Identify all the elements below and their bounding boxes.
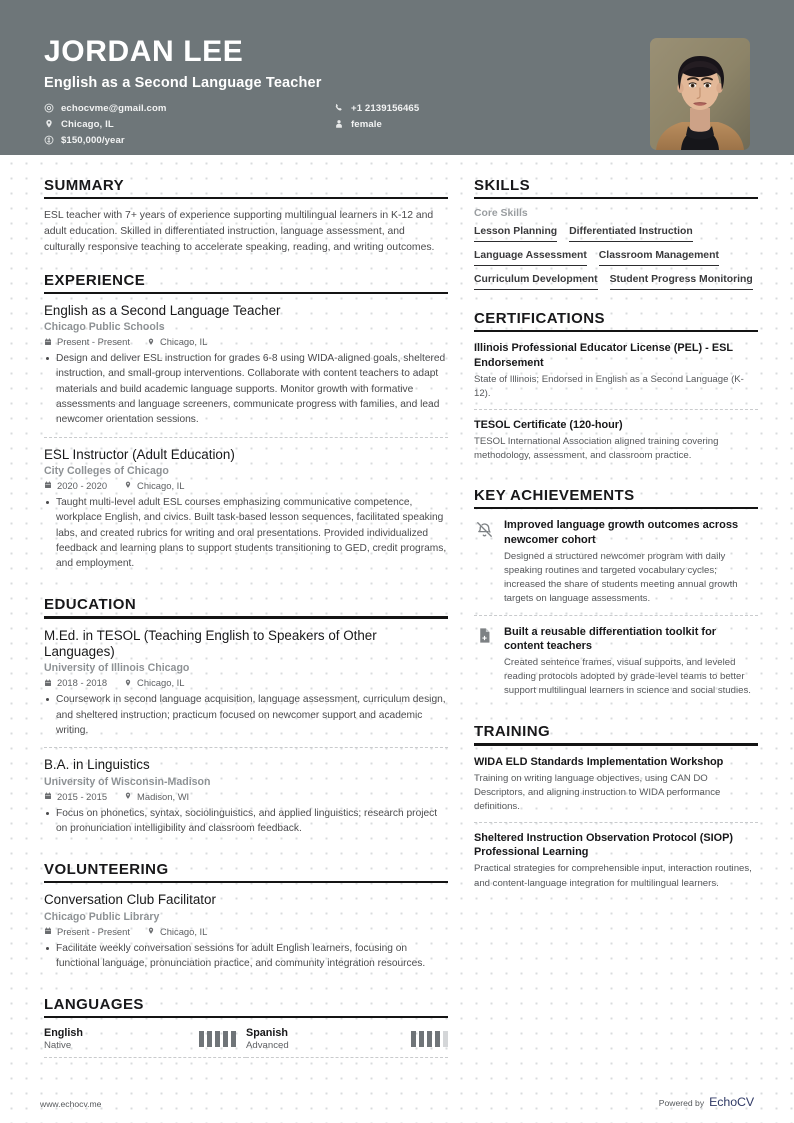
skill-tag: Differentiated Instruction (569, 222, 693, 242)
list-item: Facilitate weekly conversation sessions for adult English learners, focusing on functional language, pronunciation practice, and community integration resources. (44, 941, 448, 972)
entry-meta (44, 791, 448, 802)
section-rule (44, 616, 448, 618)
section-heading-certifications: CERTIFICATIONS (474, 310, 606, 328)
contact-email (44, 103, 334, 114)
entry-meta (44, 336, 448, 347)
section-heading-volunteering: VOLUNTEERING (44, 861, 169, 879)
entry-dates-value: 2015 - 2015 (57, 790, 108, 802)
calendar-icon (44, 481, 52, 489)
skill-tag: Lesson Planning (474, 222, 557, 242)
section-rule (44, 197, 448, 199)
entry-location-value: Madison, WI (137, 790, 190, 802)
entry-dates-value: Present - Present (57, 336, 130, 348)
location-icon (124, 679, 132, 687)
achievement-title: Built a reusable differentiation toolkit for content teachers (504, 625, 717, 653)
entry-org: City Colleges of Chicago (44, 464, 169, 477)
entry-meta (44, 677, 448, 688)
job-title: English as a Second Language Teacher (44, 74, 322, 91)
language-level: Native (44, 1040, 72, 1052)
entry-meta (44, 480, 448, 491)
list-item: Taught multi-level adult ESL courses emphasizing communicative competence, workplace English, and civics. Built task-based lesson sequences, facilitated speaking labs, and created rubrics for writing and oral presentations. Provided individualized feedback and learning plans to support students transitioning to GED, credit programs, and employment. (44, 495, 448, 571)
certification-title: Illinois Professional Educator License (PEL) - ESL Endorsement (474, 342, 733, 369)
section-heading-key-achievements: KEY ACHIEVEMENTS (474, 487, 635, 505)
language-item (246, 1027, 448, 1058)
section-heading-training: TRAINING (474, 723, 551, 741)
footer-brand-group (659, 1095, 754, 1109)
training-item (474, 822, 758, 899)
entry-dates (44, 336, 130, 347)
skill-list (474, 222, 758, 294)
entry-location-value: Chicago, IL (159, 925, 208, 937)
contact-location-value: Chicago, IL (61, 118, 114, 130)
section-rule (44, 1016, 448, 1018)
achievement-body (504, 625, 758, 698)
skills-group-label: Core Skills (474, 208, 528, 220)
certification-item (474, 409, 758, 471)
bar-filled (419, 1031, 424, 1047)
skill-tag: Curriculum Development (474, 270, 598, 290)
bar-filled (223, 1031, 228, 1047)
bar-filled (207, 1031, 212, 1047)
calendar-icon (44, 792, 52, 800)
achievement-title: Improved language growth outcomes across newcomer cohort (504, 519, 739, 546)
location-icon (124, 481, 132, 489)
language-text (246, 1027, 289, 1051)
resume-body (0, 155, 794, 1074)
training-desc: Practical strategies for comprehensible input, interaction routines, and content-language integration for multilingual learners. (474, 863, 752, 889)
contact-location (44, 119, 334, 130)
entry-bullets (44, 806, 448, 837)
education-entry (44, 628, 448, 748)
portrait-photo (650, 38, 750, 150)
entry-title: English as a Second Language Teacher (44, 302, 281, 318)
section-rule (44, 292, 448, 294)
powered-by-label: Powered by (658, 1098, 705, 1108)
bar-filled (215, 1031, 220, 1047)
contact-phone (334, 103, 419, 114)
entry-location (124, 480, 184, 491)
entry-bullets (44, 351, 448, 427)
achievement-body (504, 518, 758, 606)
footer-url[interactable]: www.echocv.me (40, 1099, 102, 1109)
language-bars (411, 1031, 448, 1047)
section-rule (474, 197, 758, 199)
section-experience (44, 272, 448, 581)
phone-icon (334, 103, 344, 113)
section-heading-languages: LANGUAGES (44, 996, 144, 1014)
entry-location (124, 677, 184, 688)
entry-title: B.A. in Linguistics (44, 757, 150, 773)
entry-location (147, 926, 207, 937)
contact-gender-value: female (351, 118, 382, 130)
location-icon (124, 792, 132, 800)
salary-icon (44, 135, 54, 145)
entry-dates-value: Present - Present (57, 925, 130, 937)
entry-dates-value: 2018 - 2018 (57, 677, 108, 689)
brand-logo: EchoCV (709, 1095, 754, 1109)
skill-tag: Student Progress Monitoring (610, 270, 753, 290)
section-skills (474, 177, 758, 294)
bar-filled (435, 1031, 440, 1047)
list-item: Design and deliver ESL instruction for grades 6-8 using WIDA-aligned goals, sheltered instruction, and small-group interventions. Collaborate with content teachers to adapt materials and build academic language supports. Monitor growth with formative assessments and language screeners, communicate progress with families, and lead newcomer orientation sessions. (44, 351, 448, 427)
entry-org: University of Illinois Chicago (44, 662, 190, 675)
bar-filled (427, 1031, 432, 1047)
entry-org: Chicago Public Schools (44, 321, 165, 334)
entry-location (147, 336, 207, 347)
list-item: Coursework in second language acquisition, language assessment, curriculum design, and sheltered instruction; practicum focused on newcomer support and academic writing. (44, 692, 448, 738)
language-name: Spanish (246, 1027, 288, 1040)
left-column (44, 177, 448, 1074)
entry-dates (44, 677, 107, 688)
entry-dates (44, 926, 130, 937)
contact-salary (44, 135, 334, 146)
language-row (44, 1027, 448, 1058)
resume-footer (0, 1095, 794, 1123)
entry-dates-value: 2020 - 2020 (57, 479, 108, 491)
bar-filled (231, 1031, 236, 1047)
header-left (44, 32, 419, 155)
page-title: JORDAN LEE (44, 35, 244, 68)
file-plus-icon (474, 626, 494, 646)
skill-tag: Classroom Management (599, 246, 719, 266)
contact-salary-value: $150,000/year (61, 134, 125, 146)
location-icon (147, 338, 155, 346)
location-icon (147, 927, 155, 935)
certification-desc: TESOL International Association aligned training covering methodology, assessment, and classroom practice. (474, 436, 719, 462)
entry-dates (44, 480, 107, 491)
bar-empty (443, 1031, 448, 1047)
certification-item (474, 341, 758, 409)
email-icon (44, 103, 54, 113)
experience-entry (44, 303, 448, 437)
achievement-desc: Designed a structured newcomer program with daily speaking routines and targeted vocabulary cycles; increased the share of students meeting annual growth targets on language assessments. (504, 550, 738, 604)
section-certifications (474, 310, 758, 471)
calendar-icon (44, 338, 52, 346)
training-title: Sheltered Instruction Observation Protocol (SIOP) Professional Learning (474, 832, 733, 859)
bar-filled (411, 1031, 416, 1047)
section-rule (474, 330, 758, 332)
calendar-icon (44, 927, 52, 935)
location-icon (44, 119, 54, 129)
entry-title: Conversation Club Facilitator (44, 892, 216, 908)
bar-filled (199, 1031, 204, 1047)
contact-email-value: echocvme@gmail.com (61, 102, 167, 114)
resume-header (0, 0, 794, 155)
achievement-desc: Created sentence frames, visual supports, and leveled reading protocols adopted by grade-level teams to better support multilingual learners in science and social studies. (504, 657, 751, 697)
achievement-item (474, 615, 758, 707)
contact-gender (334, 119, 419, 130)
section-rule (474, 507, 758, 509)
avatar (650, 38, 750, 150)
contact-grid (44, 103, 419, 146)
education-entry (44, 747, 448, 845)
certification-desc: State of Illinois; Endorsed in English as a Second Language (K-12). (474, 373, 744, 399)
entry-meta (44, 926, 448, 937)
section-heading-experience: EXPERIENCE (44, 271, 146, 289)
calendar-icon (44, 679, 52, 687)
entry-org: Chicago Public Library (44, 910, 160, 923)
section-languages (44, 996, 448, 1058)
section-summary (44, 177, 448, 256)
language-bars (199, 1031, 236, 1047)
training-title: WIDA ELD Standards Implementation Workshop (474, 755, 724, 768)
entry-bullets (44, 941, 448, 972)
section-education (44, 596, 448, 845)
summary-text: ESL teacher with 7+ years of experience supporting multilingual learners in K-12 and adult education. Skilled in differentiated instruction, language assessment, and culturally responsive teaching to accelerate speaking, reading, and writing outcomes. (44, 210, 435, 253)
training-item (474, 755, 758, 822)
bell-off-icon (474, 519, 494, 539)
section-heading-summary: SUMMARY (44, 177, 125, 194)
language-item (44, 1027, 246, 1058)
certification-title: TESOL Certificate (120-hour) (474, 418, 623, 431)
list-item: Focus on phonetics, syntax, sociolinguistics, and applied linguistics; research project on pronunciation intelligibility and classroom feedback. (44, 806, 448, 837)
language-level: Advanced (246, 1040, 289, 1052)
language-name: English (44, 1027, 83, 1040)
entry-bullets (44, 495, 448, 571)
section-volunteering (44, 861, 448, 980)
section-training (474, 723, 758, 898)
section-heading-skills: SKILLS (474, 177, 531, 194)
achievement-item (474, 518, 758, 615)
entry-bullets (44, 692, 448, 738)
section-heading-education: EDUCATION (44, 596, 137, 614)
entry-location-value: Chicago, IL (159, 336, 208, 348)
entry-location-value: Chicago, IL (137, 479, 185, 491)
entry-dates (44, 791, 107, 802)
right-column (474, 177, 758, 915)
entry-org: University of Wisconsin-Madison (44, 775, 211, 788)
entry-title: ESL Instructor (Adult Education) (44, 446, 235, 462)
section-key-achievements (474, 487, 758, 707)
section-rule (44, 881, 448, 883)
contact-phone-value: +1 2139156465 (351, 102, 420, 114)
training-desc: Training on writing language objectives, using CAN DO Descriptors, and aligning instruction to WIDA performance definitions. (474, 772, 721, 812)
section-rule (474, 743, 758, 745)
language-text (44, 1027, 83, 1051)
skill-tag: Language Assessment (474, 246, 587, 266)
entry-location (124, 791, 189, 802)
entry-title: M.Ed. in TESOL (Teaching English to Speakers of Other Languages) (44, 627, 377, 659)
experience-entry (44, 437, 448, 581)
gender-icon (334, 119, 344, 129)
volunteering-entry (44, 892, 448, 980)
entry-location-value: Chicago, IL (137, 677, 185, 689)
